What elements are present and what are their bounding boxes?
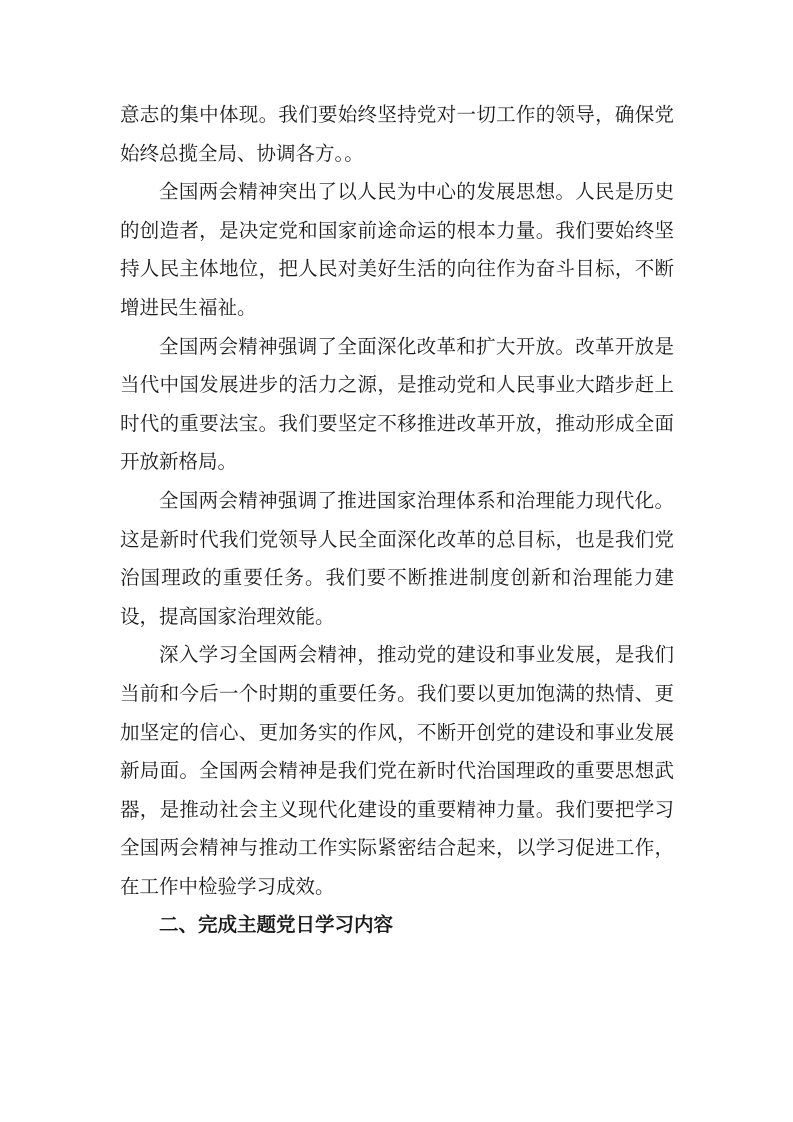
paragraph-continued: 意志的集中体现。我们要始终坚持党对一切工作的领导，确保党始终总揽全局、协调各方。。: [120, 103, 674, 165]
paragraph-governance-modernization: 全国两会精神强调了推进国家治理体系和治理能力现代化。这是新时代我们党领导人民全面深化改革的总目标，也是我们党治国理政的重要任务。我们要不断推进制度创新和治理能力建设，提高国家治理效能。: [120, 488, 674, 628]
paragraph-study-summary: 深入学习全国两会精神，推动党的建设和事业发展，是我们当前和今后一个时期的重要任务。我们要以更加饱满的热情、更加坚定的信心、更加务实的作风，不断开创党的建设和事业发展新局面。全国两会精神是我们党在新时代治国理政的重要思想武器，是推动社会主义现代化建设的重要精神力量。我们要把学习全国两会精神与推动工作实际紧密结合起来，以学习促进工作，在工作中检验学习成效。: [120, 643, 674, 898]
section-heading: 二、完成主题党日学习内容: [159, 913, 394, 937]
document-body: [120, 96, 674, 945]
paragraph-reform-opening: 全国两会精神强调了全面深化改革和扩大开放。改革开放是当代中国发展进步的活力之源，是推动党和人民事业大踏步赶上时代的重要法宝。我们要坚定不移推进改革开放，推动形成全面开放新格局。: [120, 334, 674, 474]
paragraph-people-centered: 全国两会精神突出了以人民为中心的发展思想。人民是历史的创造者，是决定党和国家前途命运的根本力量。我们要始终坚持人民主体地位，把人民对美好生活的向往作为奋斗目标，不断增进民生福祉。: [120, 180, 674, 319]
